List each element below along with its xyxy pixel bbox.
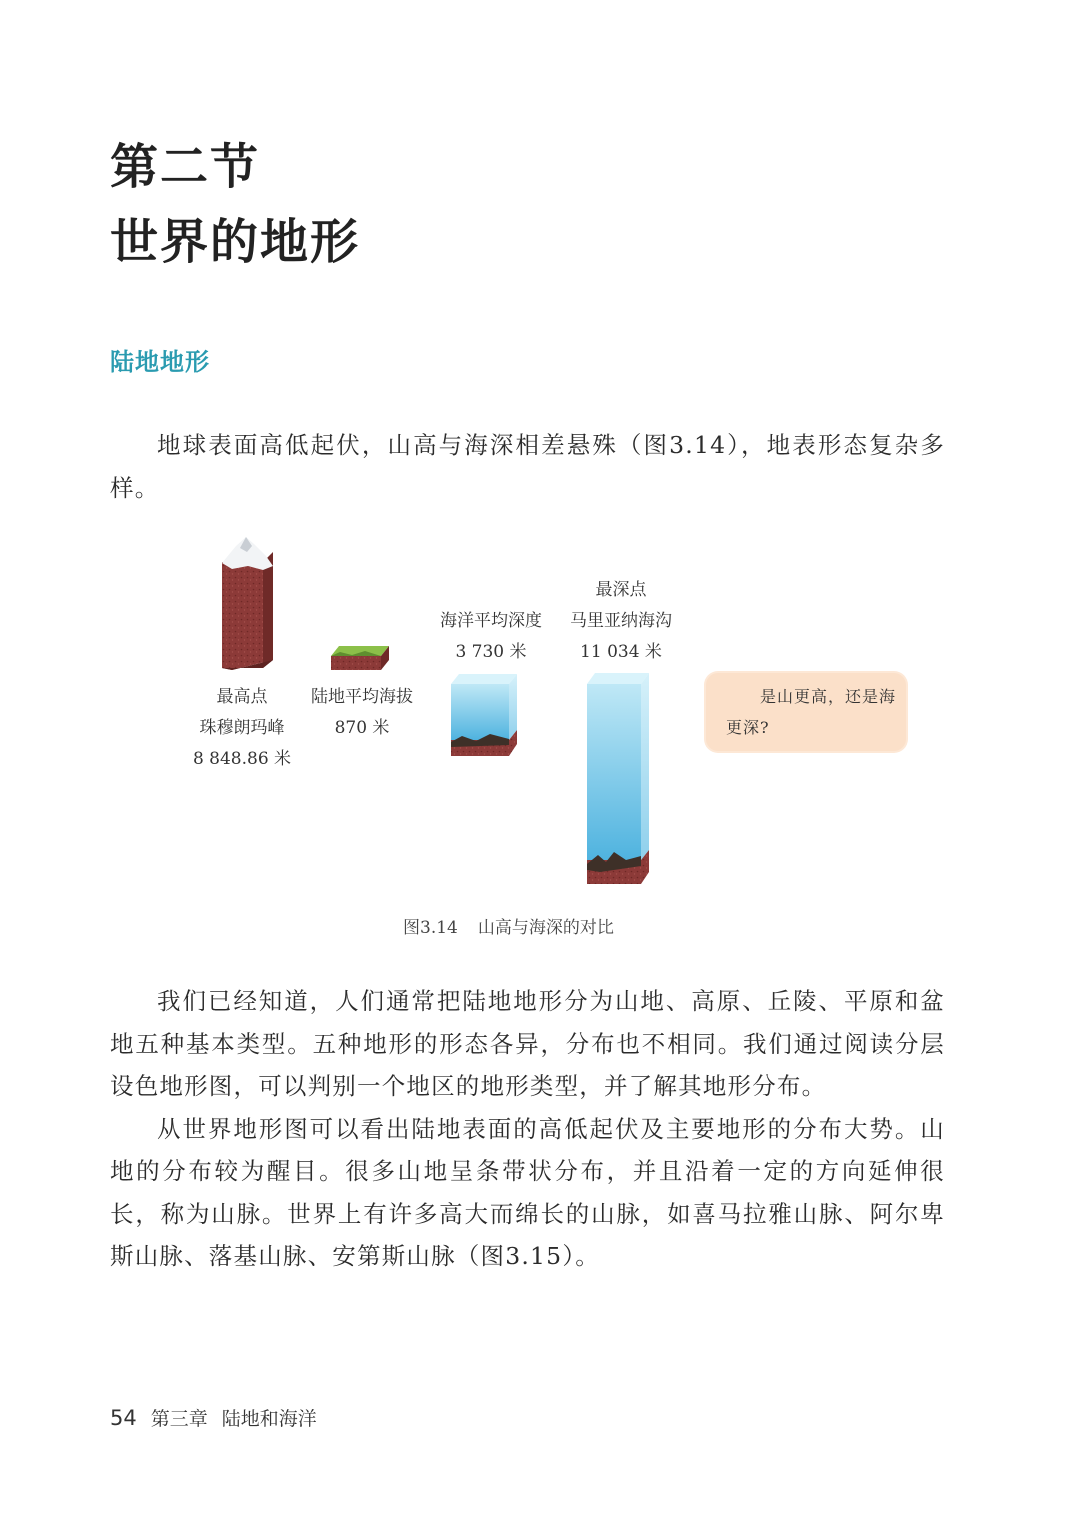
- caption-text: 山高与海深的对比: [477, 918, 614, 938]
- label-line: 最深点: [595, 580, 647, 600]
- body-text: [110, 980, 945, 1278]
- height-depth-figure: [0, 520, 1080, 900]
- bubble-text: [726, 681, 898, 743]
- label-ocean-average: [440, 606, 542, 668]
- label-line: 最高点: [216, 687, 268, 707]
- label-line: 870 米: [334, 718, 390, 738]
- intro-paragraph: [110, 424, 945, 509]
- label-line: 3 730 米: [455, 642, 527, 662]
- label-everest: [193, 682, 291, 775]
- question-bubble: [706, 673, 906, 751]
- body-paragraph: 我们已经知道，人们通常把陆地地形分为山地、高原、丘陵、平原和盆地五种基本类型。五种地形的形态各异，分布也不相同。我们通过阅读分层设色地形图，可以判别一个地区的地形类型，并了解其地形分布。: [110, 987, 945, 1100]
- label-line: 珠穆朗玛峰: [199, 718, 285, 738]
- page-title: 世界的地形: [110, 214, 361, 270]
- ocean-average-block: [451, 674, 517, 756]
- page-footer: [110, 1404, 317, 1431]
- bubble-question: 是山更高，还是海更深?: [726, 687, 897, 737]
- everest-pillar: [222, 537, 273, 670]
- label-line: 陆地平均海拔: [311, 687, 413, 707]
- label-land-average: [311, 682, 413, 744]
- mariana-trench-block: [587, 673, 649, 884]
- label-mariana-trench: [570, 575, 672, 668]
- figure-caption: [403, 913, 614, 938]
- intro-text: 地球表面高低起伏，山高与海深相差悬殊（图3.14），地表形态复杂多样。: [110, 431, 945, 502]
- label-line: 8 848.86 米: [192, 749, 292, 769]
- label-line: 海洋平均深度: [440, 611, 542, 631]
- section-heading: 陆地地形: [110, 347, 210, 376]
- chapter-title: 陆地和海洋: [221, 1408, 317, 1430]
- section-number-title: 第二节: [110, 139, 261, 195]
- chapter-number: 第三章: [150, 1408, 208, 1430]
- caption-label: 图3.14: [403, 918, 458, 938]
- label-line: 11 034 米: [580, 642, 662, 662]
- body-paragraph: 从世界地形图可以看出陆地表面的高低起伏及主要地形的分布大势。山地的分布较为醒目。很多山地呈条带状分布，并且沿着一定的方向延伸很长，称为山脉。世界上有许多高大而绵长的山脉，如喜马拉雅山脉、阿尔卑斯山脉、落基山脉、安第斯山脉（图3.15）。: [110, 1114, 945, 1270]
- label-line: 马里亚纳海沟: [570, 611, 672, 631]
- page-number: 54: [110, 1406, 137, 1430]
- land-average-block: [331, 646, 389, 670]
